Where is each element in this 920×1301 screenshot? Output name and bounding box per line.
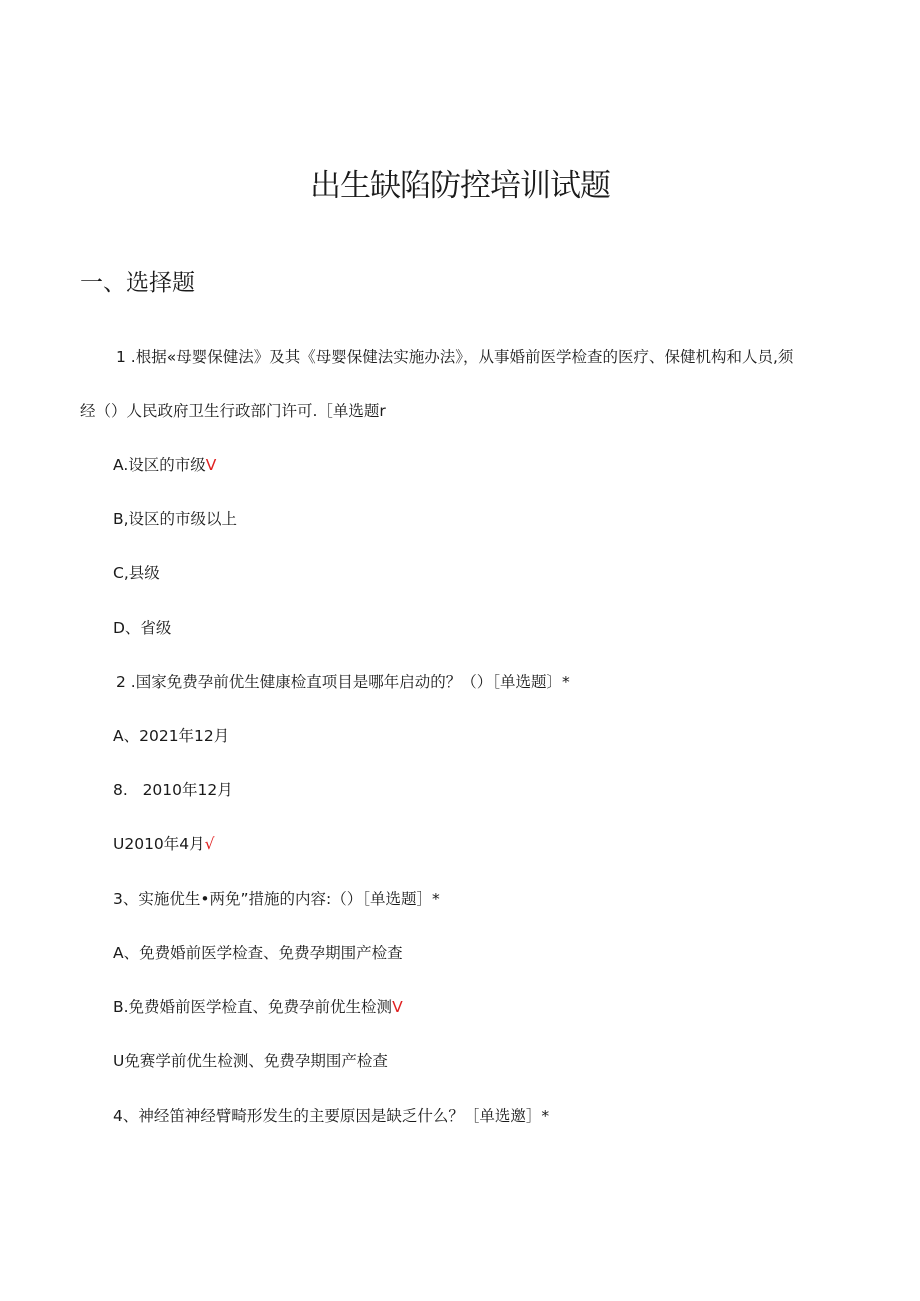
option-label: B.免费婚前医学检直、免费孕前优生检测 (113, 998, 393, 1016)
question-2-option-b (113, 779, 233, 801)
option-label: A、2021年12月 (113, 727, 230, 745)
section-heading: 一、选择题 (80, 270, 195, 296)
option-label: 8. 2010年12月 (113, 781, 233, 799)
option-label: C,县级 (113, 564, 160, 582)
option-label: A.设区的市级 (113, 456, 206, 474)
question-1-option-a (113, 454, 216, 476)
question-3-option-c (113, 1050, 388, 1072)
question-4-text: 4、神经笛神经臂畸形发生的主要原因是缺乏什么？［单选邀］* (113, 1107, 550, 1125)
question-2-text: 2 .国家免费孕前优生健康检直项目是哪年启动的？（）［单选题〕* (116, 673, 570, 691)
question-1-option-c (113, 562, 160, 584)
question-3-option-b (113, 996, 403, 1018)
option-label: U免赛学前优生检测、免费孕期围产检查 (113, 1052, 388, 1070)
option-label: D、省级 (113, 619, 172, 637)
question-1-text-continued: 经（）人民政府卫生行政部门许可.［单选题r (80, 402, 386, 420)
question-3-text: 3、实施优生•两免”措施的内容:（）［单选题］* (113, 890, 440, 908)
option-label: B,设区的市级以上 (113, 510, 238, 528)
check-mark-icon: √ (204, 835, 215, 853)
page-title: 出生缺陷防控培训试题 (310, 168, 610, 204)
check-mark-icon: V (205, 456, 217, 474)
question-2-option-a (113, 725, 229, 747)
question-2-option-c (113, 833, 215, 855)
option-label: A、免费婚前医学检查、免费孕期围产检查 (113, 944, 403, 962)
question-1-option-d (113, 617, 171, 639)
question-3-option-a (113, 942, 403, 964)
question-1-text: 1 .根据«母婴保健法》及其《母婴保健法实施办法》，从事婚前医学检查的医疗、保健机构和人员,须 (116, 348, 794, 366)
option-label: U2010年4月 (113, 835, 205, 853)
check-mark-icon: V (392, 998, 403, 1016)
question-1-option-b (113, 508, 237, 530)
